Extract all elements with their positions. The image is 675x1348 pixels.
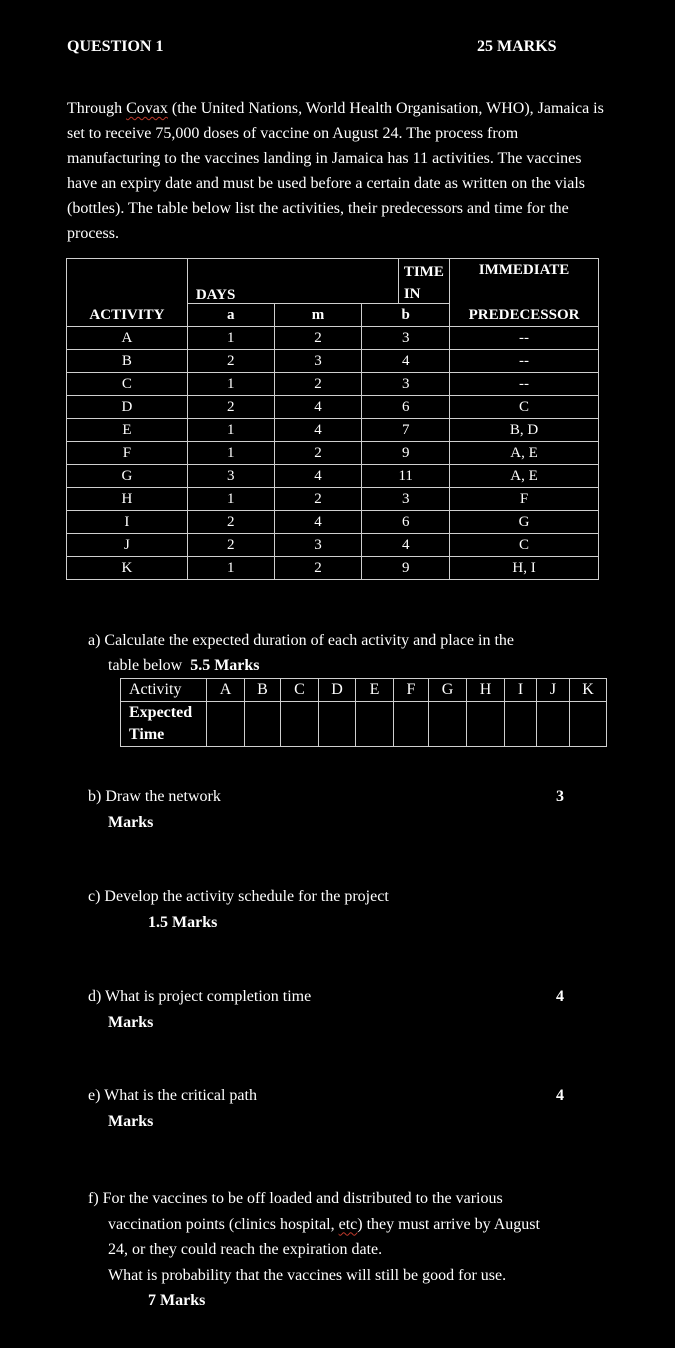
cell-a: 1 (187, 557, 274, 580)
expected-time-cell[interactable] (537, 702, 570, 747)
cell-m: 2 (274, 327, 362, 350)
cell-a: 1 (187, 442, 274, 465)
table-row (67, 557, 599, 580)
cell-predecessor: C (450, 396, 599, 419)
part-c-text: c) Develop the activity schedule for the project (88, 888, 389, 905)
expected-activity-header: J (537, 679, 570, 702)
cell-b: 9 (362, 442, 450, 465)
part-e-marks: 4 (556, 1087, 564, 1104)
cell-activity: A (67, 327, 188, 350)
cell-a: 1 (187, 419, 274, 442)
cell-a: 2 (187, 350, 274, 373)
part-e-text: e) What is the critical path (88, 1087, 257, 1104)
part-f (88, 1186, 540, 1314)
header-time-in: TIME IN (403, 264, 444, 302)
cell-activity: E (67, 419, 188, 442)
expected-activity-header: E (356, 679, 394, 702)
table-row (67, 511, 599, 534)
part-b-text: b) Draw the network (88, 788, 221, 805)
cell-b: 3 (362, 373, 450, 396)
expected-activity-header: A (207, 679, 245, 702)
cell-a: 2 (187, 396, 274, 419)
cell-predecessor: A, E (450, 465, 599, 488)
cell-b: 9 (362, 557, 450, 580)
expected-time-label (121, 702, 207, 747)
cell-activity: C (67, 373, 188, 396)
cell-m: 2 (274, 373, 362, 396)
cell-a: 1 (187, 327, 274, 350)
expected-time-cell[interactable] (245, 702, 281, 747)
table-row (67, 419, 599, 442)
question-title: QUESTION 1 (67, 38, 164, 55)
expected-label-2: Time (129, 726, 165, 743)
cell-m: 2 (274, 488, 362, 511)
intro-covax: Covax (126, 100, 168, 117)
cell-predecessor: C (450, 534, 599, 557)
cell-m: 3 (274, 534, 362, 557)
part-d-marks: 4 (556, 988, 564, 1005)
part-a-marks: 5.5 Marks (190, 657, 260, 674)
question-total-marks: 25 MARKS (477, 38, 557, 55)
expected-activity-header: D (319, 679, 356, 702)
intro-pre: Through (67, 100, 127, 117)
expected-activity-header: F (394, 679, 429, 702)
part-c-marks: 1.5 Marks (148, 914, 218, 931)
cell-b: 6 (362, 396, 450, 419)
cell-b: 4 (362, 534, 450, 557)
cell-a: 1 (187, 373, 274, 396)
expected-activity-header: B (245, 679, 281, 702)
expected-time-cell[interactable] (394, 702, 429, 747)
table-row (67, 327, 599, 350)
header-activity: ACTIVITY (67, 304, 188, 327)
part-f-line4: What is probability that the vaccines will still be good for use. (108, 1266, 507, 1284)
intro-post: (the United Nations, World Health Organisation, WHO), Jamaica is set to receive 75,000 doses of vaccine on August 24. The process from manufacturing to the vaccines landing in Jamaica has 11 activities. The vaccines have an expiry date and must be used before a certain date as written on the vials (bottles). The table below list the activities, their predecessors and time for the process. (67, 100, 604, 242)
part-d-text: d) What is project completion time (88, 988, 312, 1005)
expected-time-cell[interactable] (207, 702, 245, 747)
part-b-marks: 3 (556, 788, 564, 805)
cell-m: 3 (274, 350, 362, 373)
cell-m: 4 (274, 396, 362, 419)
cell-activity: B (67, 350, 188, 373)
table-row (67, 373, 599, 396)
cell-activity: J (67, 534, 188, 557)
expected-activity-header: I (505, 679, 537, 702)
part-f-line1: f) For the vaccines to be off loaded and distributed to the various (88, 1190, 503, 1207)
expected-activity-header: G (429, 679, 467, 702)
expected-label-1: Expected (129, 704, 193, 721)
expected-time-cell[interactable] (356, 702, 394, 747)
expected-time-cell[interactable] (429, 702, 467, 747)
table-row (67, 350, 599, 373)
expected-time-cell[interactable] (570, 702, 607, 747)
expected-time-cell[interactable] (281, 702, 319, 747)
cell-m: 4 (274, 511, 362, 534)
table-row (67, 534, 599, 557)
expected-time-cell[interactable] (319, 702, 356, 747)
cell-activity: F (67, 442, 188, 465)
part-d-marks-label: Marks (108, 1014, 154, 1031)
cell-b: 7 (362, 419, 450, 442)
cell-b: 3 (362, 327, 450, 350)
header-days: DAYS (195, 287, 236, 303)
cell-activity: D (67, 396, 188, 419)
part-f-line3: 24, or they could reach the expiration date. (108, 1241, 383, 1258)
cell-m: 2 (274, 557, 362, 580)
expected-time-table (120, 678, 607, 747)
activity-table (66, 258, 599, 580)
activity-label: Activity (121, 679, 207, 702)
header-immediate: IMMEDIATE (450, 259, 599, 304)
part-f-marks: 7 Marks (148, 1292, 206, 1309)
cell-activity: I (67, 511, 188, 534)
cell-a: 3 (187, 465, 274, 488)
expected-activity-header: C (281, 679, 319, 702)
part-f-line2: vaccination points (clinics hospital, etc) they must arrive by August (108, 1215, 540, 1233)
part-b-marks-label: Marks (108, 814, 154, 831)
part-a-text2: table below (108, 657, 183, 674)
cell-a: 2 (187, 534, 274, 557)
cell-b: 11 (362, 465, 450, 488)
cell-m: 4 (274, 465, 362, 488)
expected-time-cell[interactable] (505, 702, 537, 747)
expected-time-cell[interactable] (467, 702, 505, 747)
cell-a: 1 (187, 488, 274, 511)
expected-activity-header: K (570, 679, 607, 702)
cell-b: 6 (362, 511, 450, 534)
cell-m: 4 (274, 419, 362, 442)
table-row (67, 442, 599, 465)
table-row (67, 488, 599, 511)
cell-predecessor: A, E (450, 442, 599, 465)
cell-predecessor: -- (450, 350, 599, 373)
header-predecessor: PREDECESSOR (450, 304, 599, 327)
cell-predecessor: B, D (450, 419, 599, 442)
cell-predecessor: -- (450, 373, 599, 396)
cell-a: 2 (187, 511, 274, 534)
header-m: m (274, 304, 362, 327)
cell-predecessor: G (450, 511, 599, 534)
part-a (88, 628, 514, 678)
cell-predecessor: F (450, 488, 599, 511)
cell-activity: G (67, 465, 188, 488)
cell-activity: K (67, 557, 188, 580)
cell-predecessor: -- (450, 327, 599, 350)
header-a: a (187, 304, 274, 327)
expected-activity-header: H (467, 679, 505, 702)
header-b: b (362, 304, 450, 327)
table-row (67, 396, 599, 419)
cell-m: 2 (274, 442, 362, 465)
intro-paragraph (67, 96, 607, 246)
cell-predecessor: H, I (450, 557, 599, 580)
part-e-marks-label: Marks (108, 1113, 154, 1130)
part-a-text: a) Calculate the expected duration of each activity and place in the (88, 632, 515, 649)
table-row (67, 465, 599, 488)
cell-b: 4 (362, 350, 450, 373)
cell-activity: H (67, 488, 188, 511)
cell-b: 3 (362, 488, 450, 511)
